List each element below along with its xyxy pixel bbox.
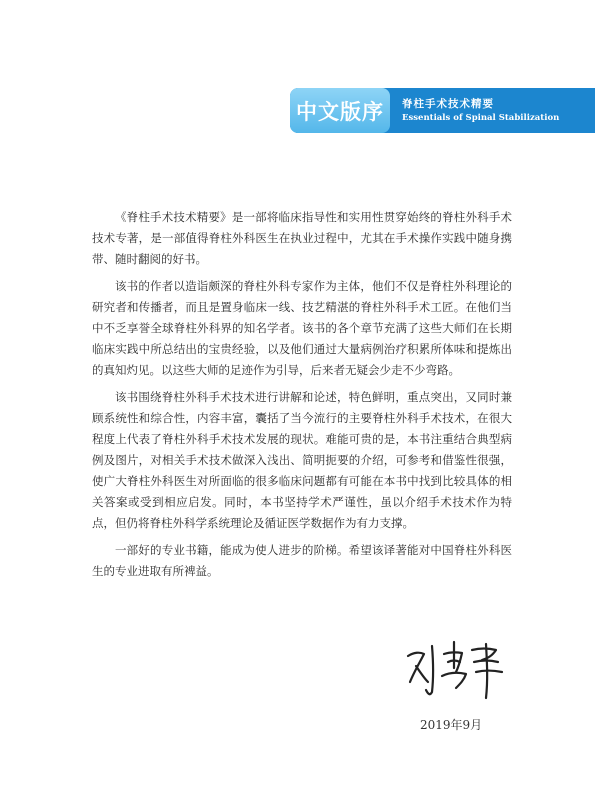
paragraph: 《脊柱手术技术精要》是一部将临床指导性和实用性贯穿始终的脊柱外科手术技术专著，是一部值得脊柱外科医生在执业过程中，尤其在手术操作实践中随身携带、随时翻阅的好书。 — [92, 210, 512, 266]
date: 2019年9月 — [420, 718, 483, 732]
handwritten-signature — [402, 632, 510, 702]
book-title-block — [402, 98, 559, 125]
book-title-cn: 脊柱手术技术精要 — [402, 98, 494, 110]
preface-badge — [290, 88, 390, 133]
paragraph: 该书的作者以造诣颇深的脊柱外科专家作为主体，他们不仅是脊柱外科理论的研究者和传播者，而且是置身临床一线、技艺精湛的脊柱外科手术工匠。在他们当中不乏享誉全球脊柱外科界的知名学者。该书的各个章节充满了这些大师们在长期临床实践中所总结出的宝贵经验，以及他们通过大量病例治疗积累所体味和提炼出的真知灼见。以这些大师的足迹作为引导，后来者无疑会少走不少弯路。 — [92, 279, 512, 377]
preface-badge-label: 中文版序 — [296, 99, 384, 124]
book-title-en: Essentials of Spinal Stabilization — [402, 113, 560, 123]
paragraph: 一部好的专业书籍，能成为使人进步的阶梯。希望该译著能对中国脊柱外科医生的专业进取有所裨益。 — [92, 543, 512, 578]
preface-body — [92, 207, 512, 588]
paragraph: 该书围绕脊柱外科手术技术进行讲解和论述，特色鲜明，重点突出，又同时兼顾系统性和综合性，内容丰富，囊括了当今流行的主要脊柱外科手术技术，在很大程度上代表了脊柱外科手术技术发展的现状。难能可贵的是，本书注重结合典型病例及图片，对相关手术技术做深入浅出、简明扼要的介绍，可参考和借鉴性很强，使广大脊柱外科医生对所面临的很多临床问题都有可能在本书中找到比较具体的相关答案或受到相应启发。同时，本书坚持学术严谨性，虽以介绍手术技术作为特点，但仍将脊柱外科学系统理论及循证医学数据作为有力支撑。 — [92, 390, 512, 530]
